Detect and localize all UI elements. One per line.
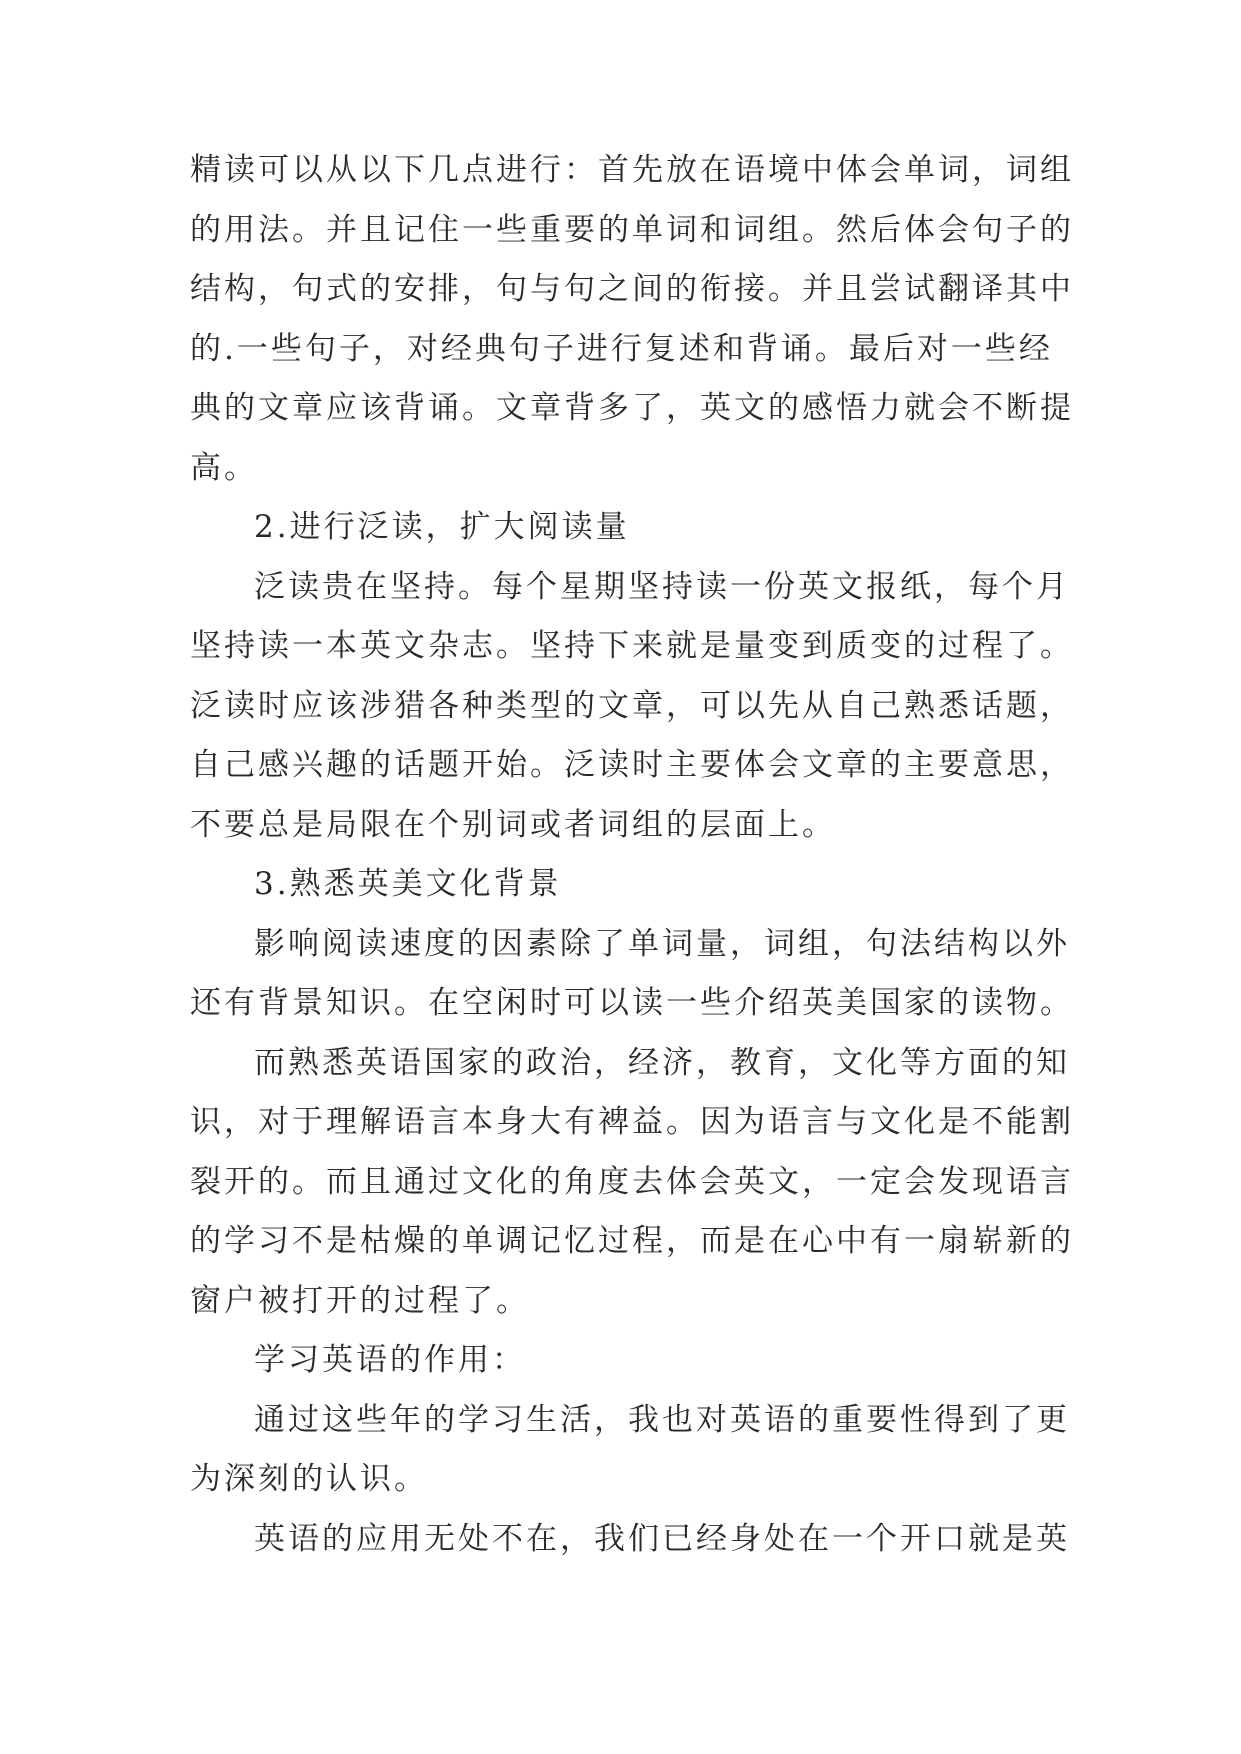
body-text-line: 通过这些年的学习生活，我也对英语的重要性得到了更 — [254, 1402, 1070, 1438]
section-heading: 3.熟悉英美文化背景 — [254, 866, 562, 902]
section-heading: 2.进行泛读，扩大阅读量 — [254, 509, 630, 545]
body-text-line: 识，对于理解语言本身大有裨益。因为语言与文化是不能割 — [190, 1104, 1074, 1140]
body-text-line: 自己感兴趣的话题开始。泛读时主要体会文章的主要意思， — [190, 747, 1074, 783]
body-text-line: 而熟悉英语国家的政治，经济，教育，文化等方面的知 — [254, 1045, 1070, 1081]
body-text-line: 的用法。并且记住一些重要的单词和词组。然后体会句子的 — [190, 212, 1074, 248]
body-text-line: 的.一些句子，对经典句子进行复述和背诵。最后对一些经 — [190, 331, 1053, 367]
body-text-line: 泛读贵在坚持。每个星期坚持读一份英文报纸，每个月 — [254, 569, 1070, 605]
body-text-line: 泛读时应该涉猎各种类型的文章，可以先从自己熟悉话题， — [190, 688, 1074, 724]
body-text-line: 影响阅读速度的因素除了单词量，词组，句法结构以外 — [254, 926, 1070, 962]
body-text-line: 为深刻的认识。 — [190, 1461, 428, 1497]
body-text-line: 典的文章应该背诵。文章背多了，英文的感悟力就会不断提 — [190, 390, 1074, 426]
body-text-line: 不要总是局限在个别词或者词组的层面上。 — [190, 807, 836, 843]
body-text-line: 还有背景知识。在空闲时可以读一些介绍英美国家的读物。 — [190, 985, 1074, 1021]
body-text-line: 的学习不是枯燥的单调记忆过程，而是在心中有一扇崭新的 — [190, 1223, 1074, 1259]
body-text-line: 学习英语的作用： — [254, 1342, 526, 1378]
body-text-line: 精读可以从以下几点进行：首先放在语境中体会单词，词组 — [190, 152, 1074, 188]
body-text-line: 结构，句式的安排，句与句之间的衔接。并且尝试翻译其中 — [190, 271, 1074, 307]
body-text-line: 英语的应用无处不在，我们已经身处在一个开口就是英 — [254, 1521, 1070, 1557]
body-text-line: 窗户被打开的过程了。 — [190, 1283, 530, 1319]
body-text-line: 裂开的。而且通过文化的角度去体会英文，一定会发现语言 — [190, 1164, 1074, 1200]
body-text-line: 坚持读一本英文杂志。坚持下来就是量变到质变的过程了。 — [190, 628, 1074, 664]
body-text-line: 高。 — [190, 450, 258, 486]
